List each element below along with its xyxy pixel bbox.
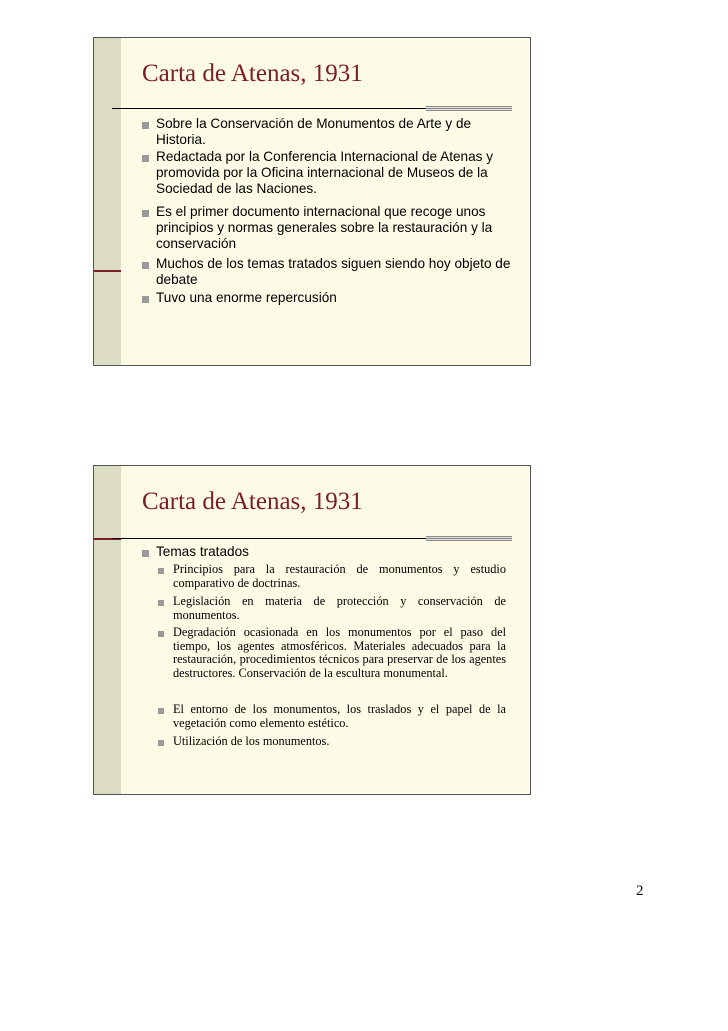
page-number: 2 bbox=[636, 883, 644, 899]
bullet-text: Sobre la Conservación de Monumentos de Arte y de Historia. bbox=[156, 116, 472, 148]
square-bullet-icon bbox=[142, 296, 149, 303]
slide-2 bbox=[93, 465, 531, 795]
square-bullet-icon bbox=[142, 122, 149, 129]
bullet-text: Tuvo una enorme repercusión bbox=[156, 290, 337, 305]
square-bullet-icon bbox=[158, 740, 164, 746]
slide-title: Carta de Atenas, 1931 bbox=[142, 488, 363, 515]
title-rule-bar bbox=[426, 106, 512, 111]
slide-side-stripe bbox=[94, 466, 121, 794]
bullet-text: Es el primer documento internacional que recoge unos principios y normas generales sobre la restauración y la conservación bbox=[156, 204, 493, 252]
slide-stripe-accent bbox=[94, 270, 121, 272]
square-bullet-icon bbox=[142, 550, 149, 557]
square-bullet-icon bbox=[142, 262, 149, 269]
square-bullet-icon bbox=[158, 631, 164, 637]
square-bullet-icon bbox=[158, 568, 164, 574]
slide-side-stripe bbox=[94, 38, 121, 365]
square-bullet-icon bbox=[142, 155, 149, 162]
sub-bullet-text: Utilización de los monumentos. bbox=[173, 734, 330, 748]
bullet-text: Temas tratados bbox=[156, 544, 249, 559]
slide-1 bbox=[93, 37, 531, 366]
slide-title: Carta de Atenas, 1931 bbox=[142, 60, 363, 87]
bullet-text: Muchos de los temas tratados siguen siendo hoy objeto de debate bbox=[156, 256, 511, 288]
square-bullet-icon bbox=[158, 708, 164, 714]
sub-bullet-text: Degradación ocasionada en los monumentos por el paso del tiempo, los agentes atmosféricos. Materiales adecuados para la restauración, procedimientos técnicos para preservar de los agentes destructores. Conservación de la escultura monumental. bbox=[173, 625, 506, 681]
sub-bullet-text: El entorno de los monumentos, los traslados y el papel de la vegetación como elemento estético. bbox=[173, 702, 506, 730]
bullet-text: Redactada por la Conferencia Internacional de Atenas y promovida por la Oficina internacional de Museos de la Sociedad de las Naciones. bbox=[156, 149, 494, 197]
square-bullet-icon bbox=[158, 600, 164, 606]
square-bullet-icon bbox=[142, 210, 149, 217]
title-rule-bar bbox=[426, 536, 512, 541]
sub-bullet-text: Legislación en materia de protección y conservación de monumentos. bbox=[173, 594, 506, 622]
sub-bullet-text: Principios para la restauración de monumentos y estudio comparativo de doctrinas. bbox=[173, 562, 506, 590]
